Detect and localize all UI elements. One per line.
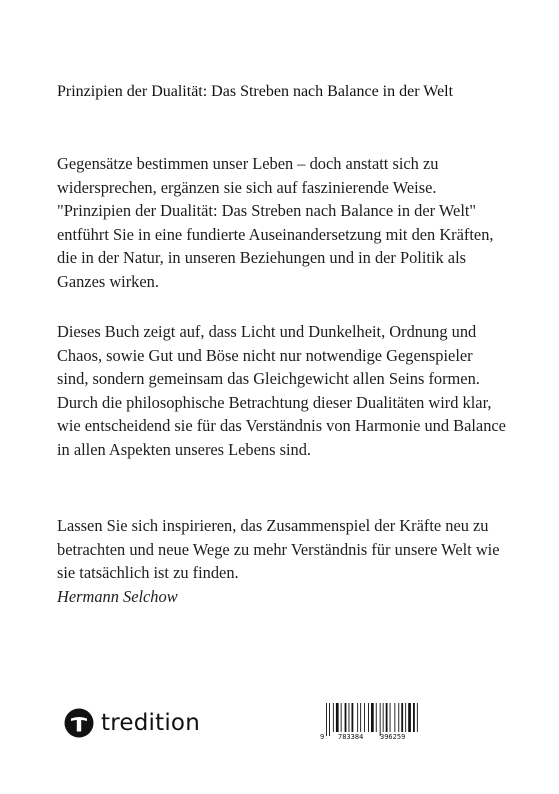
tredition-logo-icon [64,708,94,738]
blurb-paragraph-3-block [57,514,507,608]
barcode-bar [380,703,381,736]
blurb-paragraph-2: Dieses Buch zeigt auf, dass Licht und Dunkelheit, Ordnung und Chaos, sowie Gut und Böse nicht nur notwendige Gegenspieler sind, sondern gemeinsam das Gleichgewicht allen Seins formen. Durch die philosophische Betrachtung dieser Dualitäten wird klar, wie entscheidend sie für das Verständnis von Harmonie und Balance in allen Aspekten unseres Lebens sind. [57,322,506,459]
barcode-bar [413,703,415,732]
barcode-bar [394,703,395,732]
blurb-paragraph-3: Lassen Sie sich inspirieren, das Zusammenspiel der Kräfte neu zu betrachten und neue Wege zu mehr Verständnis für unsere Welt wie sie tatsächlich ist zu finden. [57,516,500,583]
barcode-bar [357,703,358,732]
barcode-digits-group-2: 396259 [380,733,406,741]
barcode-bar [326,703,327,736]
barcode-bar [390,703,391,732]
author-name: Hermann Selchow [57,586,178,606]
barcode-digits-group-1: 783384 [338,733,364,741]
barcode-bar [383,703,384,732]
barcode-bar [345,703,347,732]
barcode-bar [364,703,365,732]
barcode-bar [329,703,330,736]
barcode-digit-prefix: 9 [320,733,325,741]
barcode-bar [371,703,374,732]
publisher-name: tredition [101,710,200,736]
book-title: Prinzipien der Dualität: Das Streben nach Balance in der Welt [57,83,454,100]
publisher-logo [64,706,200,740]
barcode-bar [405,703,406,732]
isbn-barcode [318,703,422,741]
barcode-bar [368,703,369,732]
barcode-bar [352,703,354,732]
barcode-bar [408,703,411,732]
blurb-paragraph-1: Gegensätze bestimmen unser Leben – doch anstatt sich zu widersprechen, ergänzen sie sich auf faszinierende Weise. "Prinzipien der Dualität: Das Streben nach Balance in der Welt" entführt Sie in eine fundierte Auseinandersetzung mit den Kräften, die in der Natur, in unseren Beziehungen und in der Politik als Ganzes wirken. [57,154,494,291]
barcode-bar [401,703,403,732]
barcode-bar [341,703,342,732]
barcode-bar [376,703,377,732]
barcode-bar [386,703,388,732]
barcode-bar [336,703,339,732]
barcode-bar [417,703,418,732]
barcode-bar [333,703,334,732]
barcode-bar [360,703,361,732]
barcode-bar [349,703,350,732]
barcode-bars [326,703,418,736]
barcode-bar [398,703,399,732]
